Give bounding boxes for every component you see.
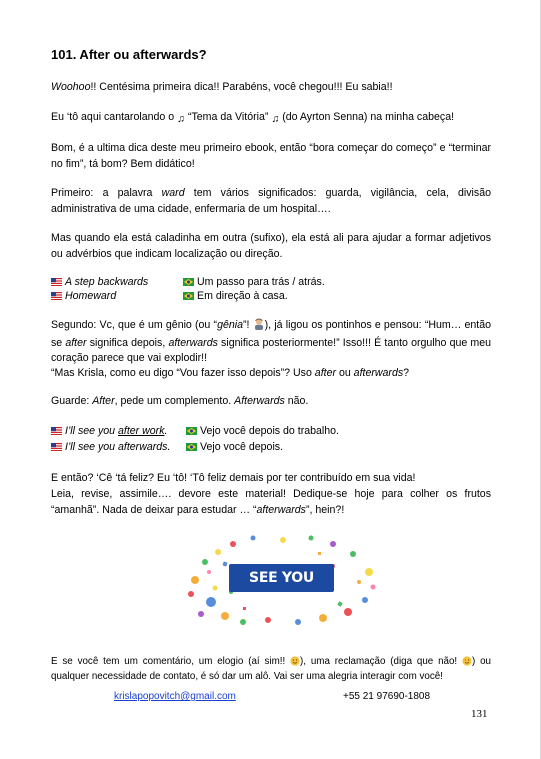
example-row — [51, 424, 339, 438]
paragraph-ward — [51, 186, 491, 217]
question-text: ? — [403, 367, 410, 379]
genius-text: ), já ligou os pontinhos e pensou: “Hum… então se — [51, 319, 492, 349]
example-english-underlined: after work — [118, 425, 165, 437]
genius-text: ”! — [242, 319, 253, 331]
ward-word: ward — [161, 187, 185, 199]
intro-text: !! Centésima primeira dica!! Parabéns, você chegou!!! Eu sabia!! — [90, 81, 393, 93]
paragraph-contact — [51, 655, 491, 683]
page-title: 101. After ou afterwards? — [51, 47, 207, 62]
music-note-icon: ♫ — [177, 113, 185, 125]
example-row — [51, 289, 288, 303]
genius-text: significa posteriormente!” Isso!!! É tanto orgulho que meu coração parece que vai explodir!! — [51, 336, 492, 364]
winking-face-icon — [462, 656, 472, 670]
us-flag-icon — [51, 425, 65, 437]
leia-text: Leia, revise, assimile…. devore este material! Dedique-se hoje para colher os frutos “amanhã”. Nada de deixar para estudar … “ — [51, 488, 491, 516]
example-portuguese: Vejo você depois do trabalho. — [200, 425, 339, 437]
person-thinking-icon — [253, 318, 265, 336]
genius-italic: afterwards — [168, 336, 218, 349]
paragraph-song — [51, 110, 491, 128]
genius-text: Segundo: Vc, que é um gênio (ou “ — [51, 319, 218, 331]
example-portuguese: Vejo você depois. — [200, 441, 284, 453]
example-portuguese: Em direção à casa. — [197, 290, 288, 302]
contact-text: E se você tem um comentário, um elogio (aí sim!! — [51, 656, 291, 667]
song-text-b: “Tema da Vitória” — [185, 111, 272, 123]
example-english: Homeward — [65, 290, 117, 302]
guarde-text: Guarde: — [51, 395, 93, 407]
br-flag-icon — [186, 425, 200, 437]
paragraph-guarde — [51, 394, 491, 410]
genius-italic: after — [65, 336, 87, 349]
example-english: I’ll see you — [65, 425, 118, 437]
br-flag-icon — [183, 290, 197, 302]
example-row — [51, 440, 284, 454]
guarde-italic: After — [92, 395, 115, 407]
song-text-c: (do Ayrton Senna) na minha cabeça! — [279, 111, 455, 123]
br-flag-icon — [186, 441, 200, 453]
leia-text: ”, hein?! — [305, 503, 345, 516]
paragraph-feliz: E então? ‘Cê ‘tá feliz? Eu ‘tô! ‘Tô feliz demais por ter contribuído em sua vida! — [51, 472, 416, 484]
example-english: I’ll see you afterwards — [65, 441, 168, 453]
br-flag-icon — [183, 276, 197, 288]
example-row — [51, 275, 325, 289]
genius-italic: gênia — [217, 319, 243, 331]
guarde-text: não. — [284, 395, 309, 407]
us-flag-icon — [51, 441, 65, 453]
paragraph-question — [51, 366, 491, 382]
email-link[interactable]: krislapopovitch@gmail.com — [114, 691, 236, 702]
banner-text: SEE YOU SOON! — [249, 570, 314, 614]
page-number: 131 — [471, 708, 488, 720]
question-text: ou — [336, 367, 354, 379]
ward-text-a: Primeiro: a palavra — [51, 187, 162, 199]
us-flag-icon — [51, 276, 65, 288]
music-note-icon: ♫ — [271, 113, 280, 125]
guarde-italic: Afterwards — [234, 395, 285, 407]
paragraph-genius — [51, 318, 491, 367]
intro-italic: Woohoo — [51, 81, 91, 93]
smiling-face-icon — [290, 656, 300, 670]
example-english: . — [164, 425, 168, 437]
question-italic: after — [314, 367, 336, 379]
paragraph-ebook: Bom, é a ultima dica deste meu primeiro ebook, então “bora começar do começo” e “terminar no fim”, tá bom? Bem didático! — [51, 142, 491, 170]
paragraph-leia — [51, 487, 491, 518]
paragraph-suffix: Mas quando ela está caladinha em outra (sufixo), ela está ali para ajudar a formar adjetivos ou advérbios que indicam localização ou direção. — [51, 232, 491, 260]
genius-text: significa depois, — [86, 336, 169, 349]
question-italic: afterwards — [353, 367, 404, 379]
us-flag-icon — [51, 290, 65, 302]
contact-text: ), uma reclamação (diga que não! — [300, 656, 462, 667]
song-text-a: Eu ‘tô aqui cantarolando o — [51, 111, 178, 123]
example-english: . — [167, 441, 171, 453]
phone-number: +55 21 97690-1808 — [343, 691, 431, 702]
example-english: A step backwards — [65, 276, 149, 288]
guarde-text: , pede um complemento. — [114, 395, 235, 407]
see-you-soon-banner — [183, 532, 380, 627]
contact-text: ) ou qualquer necessidade de contato, é só dar um alô. Vai ser uma alegria interagir com você! — [51, 656, 491, 682]
example-portuguese: Um passo para trás / atrás. — [197, 276, 325, 288]
paragraph-intro — [51, 80, 491, 96]
ward-text-c: tem vários significados: guarda, vigilância, cela, divisão administrativa de uma cidade, enfermaria de um hospital…. — [51, 187, 491, 215]
leia-italic: afterwards — [256, 503, 306, 516]
question-text: “Mas Krisla, como eu digo “Vou fazer isso depois”? Uso — [51, 367, 315, 379]
